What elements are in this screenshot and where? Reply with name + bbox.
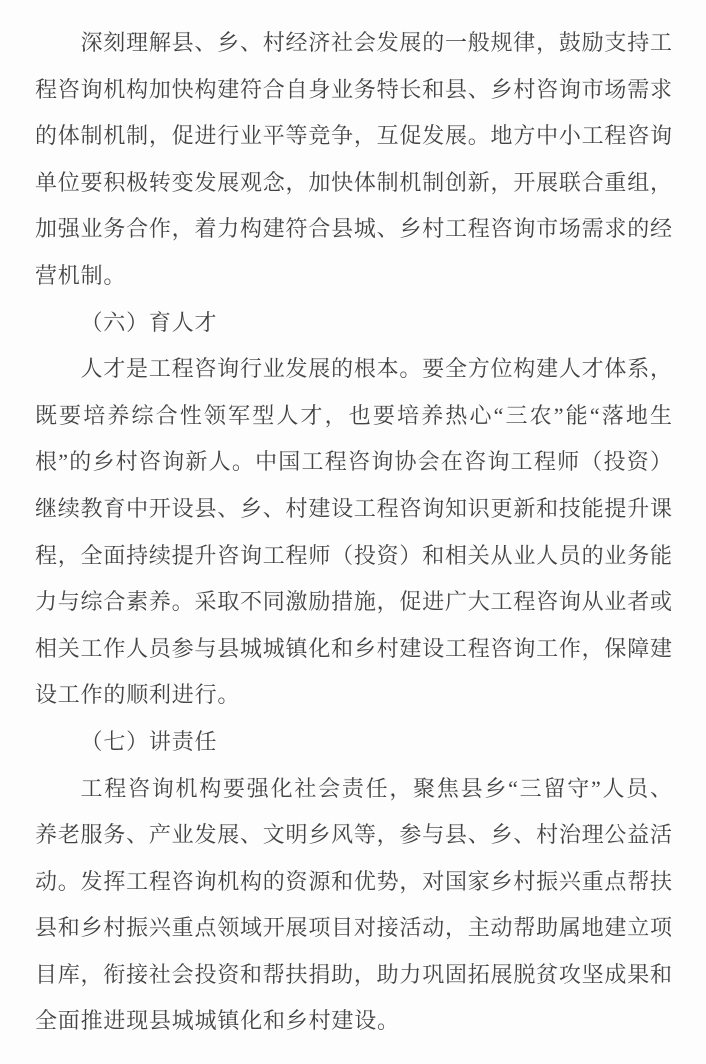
text-line: 目库，衔接社会投资和帮扶捐助，助力巩固拓展脱贫攻坚成果和 [35,961,672,987]
text-line: 养老服务、产业发展、文明乡风等，参与县、乡、村治理公益活 [35,822,672,848]
text-line: 加强业务合作，着力构建符合县城、乡村工程咨询市场需求的经 [35,216,672,242]
text-line: 继续教育中开设县、乡、村建设工程咨询知识更新和技能提升课 [35,495,672,521]
text-line: 工程咨询机构要强化社会责任，聚焦县乡“三留守”人员、 [80,775,672,801]
text-line: 程，全面持续提升咨询工程师（投资）和相关从业人员的业务能 [35,542,672,568]
text-line: 全面推进现县城城镇化和乡村建设。 [35,1008,400,1034]
text-line: 的体制机制，促进行业平等竞争，互促发展。地方中小工程咨询 [35,123,672,149]
text-line: 力与综合素养。采取不同激励措施，促进广大工程咨询从业者或 [35,589,672,615]
text-line: 动。发挥工程咨询机构的资源和优势，对国家乡村振兴重点帮扶 [35,868,672,894]
text-line: 设工作的顺利进行。 [35,682,241,708]
text-line: 深刻理解县、乡、村经济社会发展的一般规律，鼓励支持工 [80,30,672,55]
section-heading-7: （七）讲责任 [80,728,218,754]
text-line: 根”的乡村咨询新人。中国工程咨询协会在咨询工程师（投资） [35,449,672,475]
paragraph-social-responsibility [35,766,672,1046]
text-line: 相关工作人员参与县城城镇化和乡村建设工程咨询工作，保障建 [35,635,672,661]
text-line: 县和乡村振兴重点领域开展项目对接活动，主动帮助属地建立项 [35,915,672,941]
text-line: 营机制。 [35,262,127,288]
section-heading-6: （六）育人才 [80,309,218,335]
text-line: 程咨询机构加快构建符合自身业务特长和县、乡村咨询市场需求 [35,76,672,102]
text-line: 单位要积极转变发展观念，加快体制机制创新，开展联合重组， [35,169,672,195]
paragraph-talent-cultivation [35,346,672,719]
text-line: 既要培养综合性领军型人才，也要培养热心“三农”能“落地生 [35,402,672,428]
paragraph-market-mechanism [35,20,672,300]
text-line: 人才是工程咨询行业发展的根本。要全方位构建人才体系， [80,356,672,382]
